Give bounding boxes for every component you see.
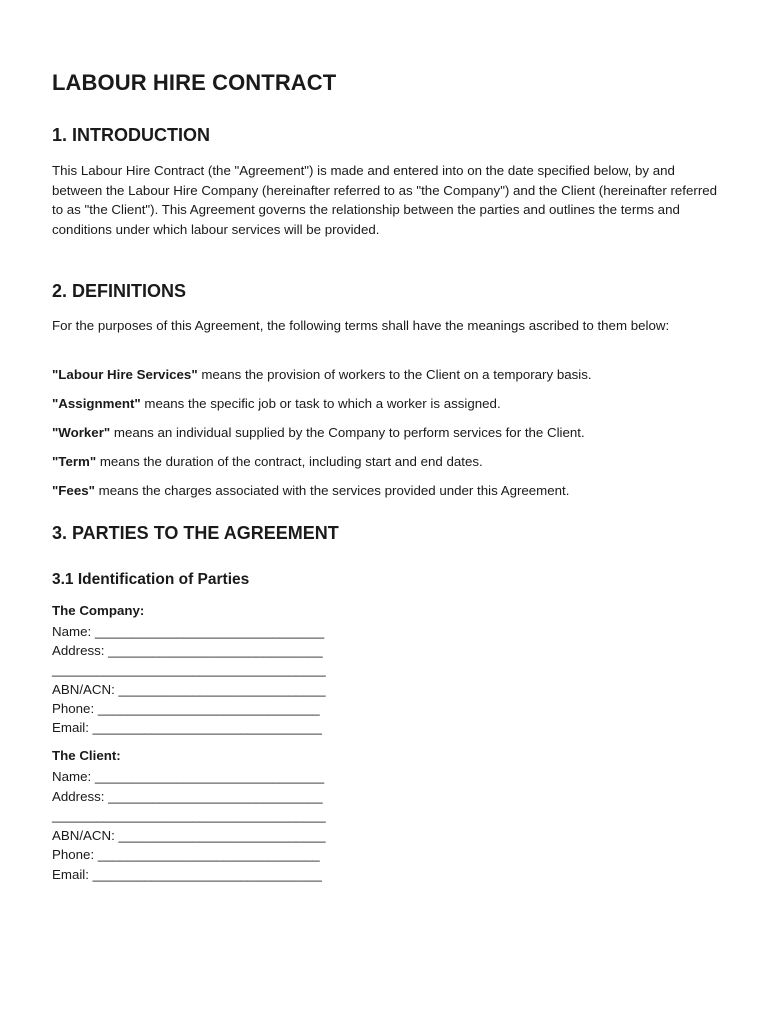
client-abn-field[interactable]: ABN/ACN: ____________________________	[52, 828, 326, 843]
company-name-field[interactable]: Name: _______________________________	[52, 624, 325, 639]
company-phone-field[interactable]: Phone: ______________________________	[52, 701, 320, 716]
definition-item	[52, 365, 592, 384]
definition-meaning: means the provision of workers to the Client on a temporary basis.	[197, 367, 592, 382]
client-phone-field[interactable]: Phone: ______________________________	[52, 847, 320, 862]
definitions-intro: For the purposes of this Agreement, the following terms shall have the meanings ascribed to them below:	[52, 318, 670, 333]
client-email-field[interactable]: Email: _______________________________	[52, 867, 322, 882]
definition-meaning: means the duration of the contract, including start and end dates.	[96, 454, 483, 469]
client-address-field[interactable]: Address: _____________________________	[52, 789, 323, 804]
section-heading-introduction: 1. INTRODUCTION	[52, 125, 211, 145]
document-title: LABOUR HIRE CONTRACT	[52, 70, 337, 95]
client-label: The Client:	[52, 748, 121, 763]
section-heading-parties: 3. PARTIES TO THE AGREEMENT	[52, 523, 339, 543]
definition-meaning: means the charges associated with the services provided under this Agreement.	[94, 483, 570, 498]
company-abn-field[interactable]: ABN/ACN: ____________________________	[52, 682, 326, 697]
definition-item	[52, 423, 585, 442]
definition-term: "Fees"	[52, 483, 95, 498]
definition-meaning: means an individual supplied by the Company to perform services for the Client.	[110, 425, 585, 440]
client-address-line2-field[interactable]: _____________________________________	[52, 808, 326, 823]
company-email-field[interactable]: Email: _______________________________	[52, 720, 322, 735]
definition-meaning: means the specific job or task to which a worker is assigned.	[140, 396, 501, 411]
definition-term: "Assignment"	[52, 396, 141, 411]
definition-term: "Worker"	[52, 425, 111, 440]
company-address-field[interactable]: Address: _____________________________	[52, 643, 323, 658]
definition-item	[52, 481, 569, 500]
client-name-field[interactable]: Name: _______________________________	[52, 769, 325, 784]
definition-item	[52, 452, 483, 471]
section-heading-definitions: 2. DEFINITIONS	[52, 281, 187, 301]
company-label: The Company:	[52, 603, 145, 618]
company-address-line2-field[interactable]: _____________________________________	[52, 662, 326, 677]
definition-item	[52, 394, 501, 413]
definition-term: "Labour Hire Services"	[52, 367, 198, 382]
subsection-heading-identification: 3.1 Identification of Parties	[52, 571, 250, 588]
introduction-paragraph: This Labour Hire Contract (the "Agreement") is made and entered into on the date specified below, by and between the Labour Hire Company (hereinafter referred to as "the Company") and the Client (hereinafter referred to as "the Client"). This Agreement governs the relationship between the parties and outlines the terms and conditions under which labour services will be provided.	[52, 163, 718, 237]
definition-term: "Term"	[52, 454, 97, 469]
